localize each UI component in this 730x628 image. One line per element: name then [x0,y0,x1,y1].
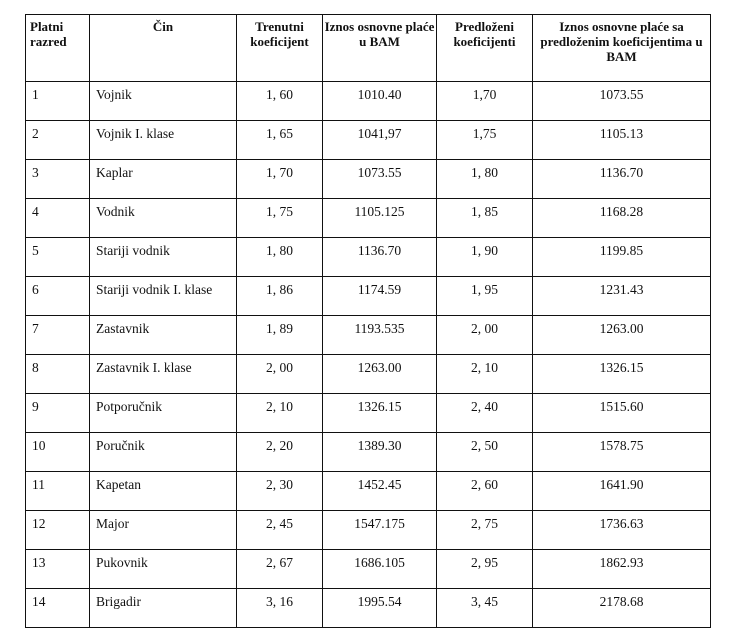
cell-base-salary: 1452.45 [323,472,437,511]
pay-grade-table [25,14,711,628]
cell-proposed-salary: 1231.43 [533,277,711,316]
cell-proposed-coefficient: 1, 95 [437,277,533,316]
cell-proposed-salary: 1105.13 [533,121,711,160]
table-row [26,472,711,511]
cell-current-coefficient: 1, 60 [237,82,323,121]
cell-rank: Poručnik [90,433,237,472]
cell-rank: Stariji vodnik I. klase [90,277,237,316]
cell-base-salary: 1041,97 [323,121,437,160]
cell-base-salary: 1263.00 [323,355,437,394]
cell-current-coefficient: 1, 75 [237,199,323,238]
cell-proposed-salary: 1515.60 [533,394,711,433]
cell-proposed-coefficient: 2, 95 [437,550,533,589]
table-row [26,511,711,550]
cell-base-salary: 1686.105 [323,550,437,589]
cell-proposed-salary: 1326.15 [533,355,711,394]
cell-base-salary: 1105.125 [323,199,437,238]
cell-proposed-salary: 1862.93 [533,550,711,589]
cell-current-coefficient: 1, 80 [237,238,323,277]
cell-rank: Pukovnik [90,550,237,589]
cell-proposed-coefficient: 2, 75 [437,511,533,550]
cell-proposed-coefficient: 3, 45 [437,589,533,628]
cell-current-coefficient: 2, 00 [237,355,323,394]
table-row [26,277,711,316]
cell-base-salary: 1389.30 [323,433,437,472]
cell-pay-grade: 10 [26,433,90,472]
cell-pay-grade: 2 [26,121,90,160]
cell-proposed-salary: 1136.70 [533,160,711,199]
cell-base-salary: 1010.40 [323,82,437,121]
header-rank: Čin [90,15,237,82]
cell-proposed-coefficient: 2, 00 [437,316,533,355]
cell-proposed-salary: 1199.85 [533,238,711,277]
cell-rank: Major [90,511,237,550]
cell-rank: Stariji vodnik [90,238,237,277]
cell-base-salary: 1193.535 [323,316,437,355]
cell-current-coefficient: 1, 89 [237,316,323,355]
header-row [26,15,711,82]
header-current-coefficient: Trenutni koeficijent [237,15,323,82]
cell-rank: Zastavnik I. klase [90,355,237,394]
table-row [26,160,711,199]
cell-proposed-coefficient: 2, 50 [437,433,533,472]
header-pay-grade: Platni razred [26,15,90,82]
cell-rank: Zastavnik [90,316,237,355]
cell-proposed-salary: 1578.75 [533,433,711,472]
cell-proposed-coefficient: 1, 90 [437,238,533,277]
cell-pay-grade: 8 [26,355,90,394]
cell-proposed-salary: 1641.90 [533,472,711,511]
header-base-salary: Iznos osnovne plaće u BAM [323,15,437,82]
cell-rank: Brigadir [90,589,237,628]
cell-base-salary: 1174.59 [323,277,437,316]
cell-current-coefficient: 2, 45 [237,511,323,550]
cell-rank: Kapetan [90,472,237,511]
cell-current-coefficient: 1, 86 [237,277,323,316]
table-row [26,550,711,589]
table-row [26,82,711,121]
cell-current-coefficient: 1, 65 [237,121,323,160]
cell-rank: Vojnik I. klase [90,121,237,160]
table-row [26,238,711,277]
cell-rank: Kaplar [90,160,237,199]
cell-pay-grade: 11 [26,472,90,511]
cell-current-coefficient: 2, 30 [237,472,323,511]
cell-base-salary: 1547.175 [323,511,437,550]
cell-proposed-coefficient: 2, 60 [437,472,533,511]
cell-current-coefficient: 2, 20 [237,433,323,472]
cell-pay-grade: 12 [26,511,90,550]
table-row [26,355,711,394]
cell-rank: Vojnik [90,82,237,121]
cell-proposed-salary: 1168.28 [533,199,711,238]
cell-base-salary: 1995.54 [323,589,437,628]
cell-proposed-coefficient: 1, 80 [437,160,533,199]
cell-base-salary: 1326.15 [323,394,437,433]
cell-pay-grade: 1 [26,82,90,121]
cell-rank: Vodnik [90,199,237,238]
cell-current-coefficient: 1, 70 [237,160,323,199]
cell-current-coefficient: 3, 16 [237,589,323,628]
cell-base-salary: 1136.70 [323,238,437,277]
cell-pay-grade: 13 [26,550,90,589]
cell-rank: Potporučnik [90,394,237,433]
cell-proposed-salary: 1073.55 [533,82,711,121]
cell-pay-grade: 7 [26,316,90,355]
cell-pay-grade: 9 [26,394,90,433]
table-row [26,316,711,355]
cell-proposed-salary: 1263.00 [533,316,711,355]
cell-pay-grade: 14 [26,589,90,628]
header-proposed-salary: Iznos osnovne plaće sa predloženim koeficijentima u BAM [533,15,711,82]
cell-proposed-salary: 2178.68 [533,589,711,628]
table-row [26,394,711,433]
cell-proposed-salary: 1736.63 [533,511,711,550]
cell-pay-grade: 5 [26,238,90,277]
table-row [26,433,711,472]
cell-current-coefficient: 2, 10 [237,394,323,433]
cell-proposed-coefficient: 1,70 [437,82,533,121]
cell-pay-grade: 3 [26,160,90,199]
cell-proposed-coefficient: 1, 85 [437,199,533,238]
cell-proposed-coefficient: 1,75 [437,121,533,160]
cell-current-coefficient: 2, 67 [237,550,323,589]
cell-pay-grade: 4 [26,199,90,238]
cell-base-salary: 1073.55 [323,160,437,199]
table-row [26,199,711,238]
table-row [26,121,711,160]
table-row [26,589,711,628]
cell-pay-grade: 6 [26,277,90,316]
cell-proposed-coefficient: 2, 40 [437,394,533,433]
header-proposed-coefficients: Predloženi koeficijenti [437,15,533,82]
cell-proposed-coefficient: 2, 10 [437,355,533,394]
